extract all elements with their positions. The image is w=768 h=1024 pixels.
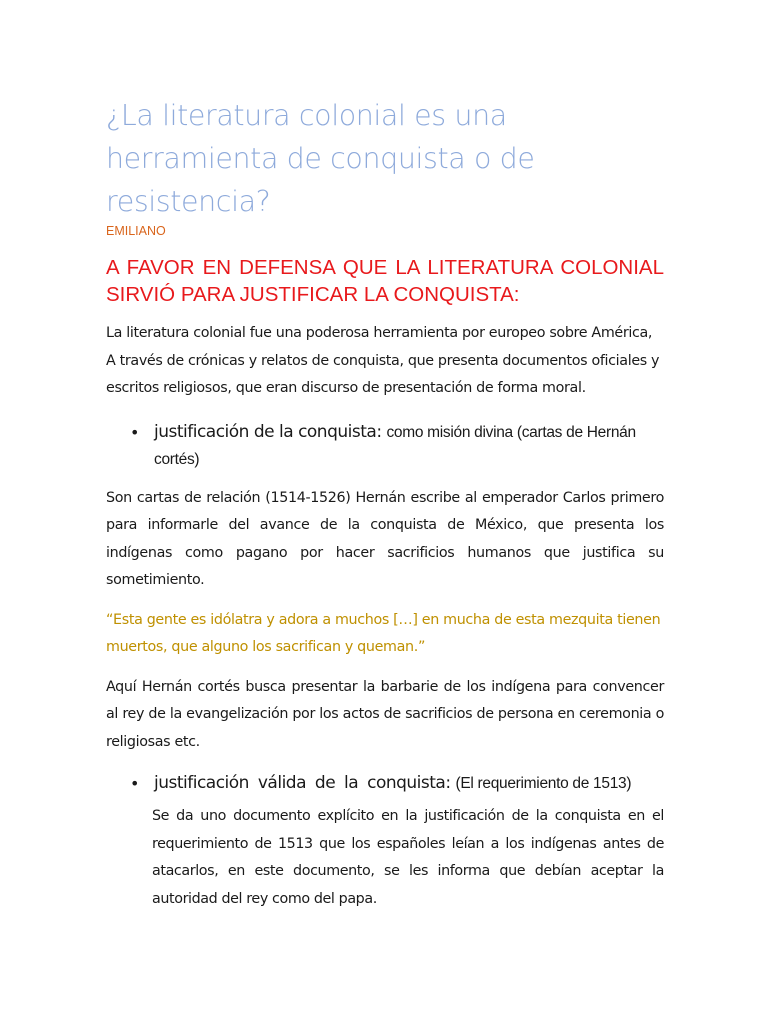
bullet-dot-icon: •	[130, 422, 139, 442]
cartas-paragraph: Son cartas de relación (1514-1526) Hernán escribe al emperador Carlos primero para informarle del avance de la conquista de México, que presenta los indígenas como pagano por hacer sacrificios humanos que justifica su sometimiento.	[106, 489, 664, 588]
bullet-detail: como misión divina (cartas de Hernán cortés)	[154, 423, 636, 468]
author-name: EMILIANO	[106, 224, 166, 238]
bullet-item-justificacion	[106, 419, 664, 473]
bullet-dot-icon: •	[130, 774, 139, 793]
barbarie-paragraph: Aquí Hernán cortés busca presentar la barbarie de los indígena para convencer al rey de la evangelización por los actos de sacrificios de persona en ceremonia o religiosas etc.	[106, 678, 664, 750]
intro-paragraph: La literatura colonial fue una poderosa herramienta por europeo sobre América, A través de crónicas y relatos de conquista, que presenta documentos oficiales y escritos religiosos, que eran discurso de presentación de forma moral.	[106, 325, 660, 396]
bullet-item-requerimiento	[106, 770, 664, 797]
document-title: ¿La literatura colonial es una herramienta de conquista o de resistencia?	[106, 99, 535, 218]
section-heading: A FAVOR EN DEFENSA QUE LA LITERATURA COLONIAL SIRVIÓ PARA JUSTIFICAR LA CONQUISTA:	[106, 256, 664, 306]
requerimiento-paragraph: Se da uno documento explícito en la justificación de la conquista en el requerimiento de 1513 que los españoles leían a los indígenas antes de atacarlos, en este documento, se les informa que debían aceptar la autoridad del rey como del papa.	[152, 808, 664, 907]
bullet-title: justificación válida de la conquista:	[154, 773, 451, 793]
bullet-title: justificación de la conquista:	[154, 421, 382, 442]
cortes-quote: “Esta gente es idólatra y adora a muchos […] en mucha de esta mezquita tienen muertos, que alguno los sacrifican y queman.”	[106, 611, 661, 655]
bullet-detail: (El requerimiento de 1513)	[455, 775, 632, 792]
